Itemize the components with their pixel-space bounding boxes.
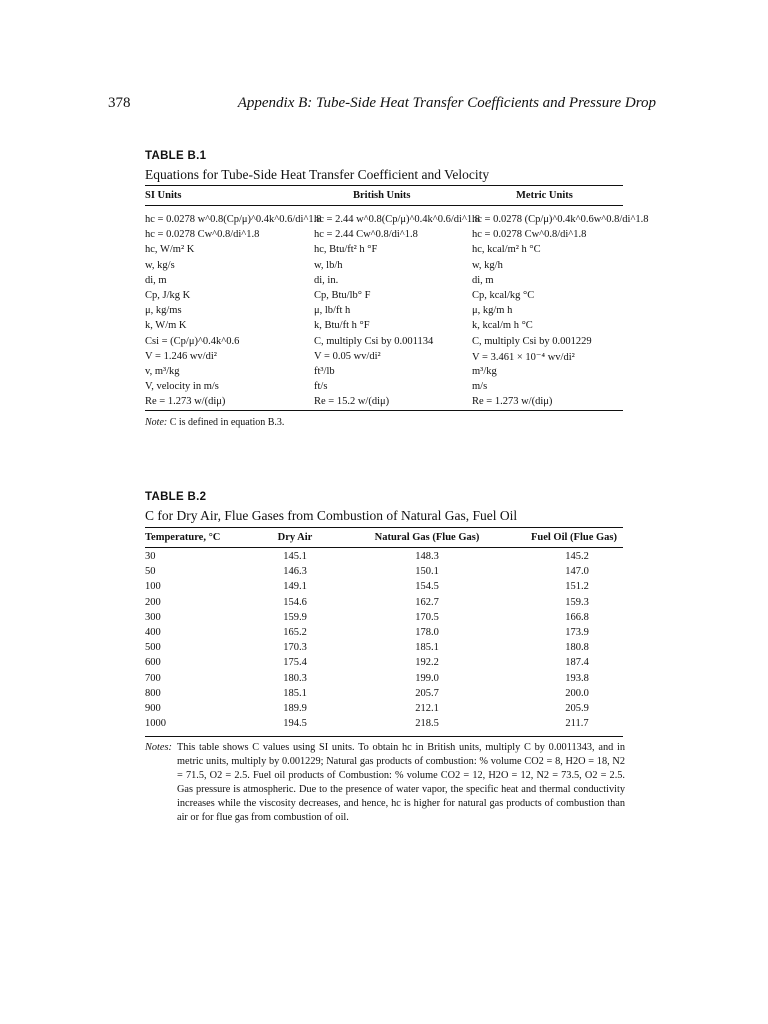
table2-cell-dry-air: 185.1	[283, 687, 307, 699]
table2-row	[145, 597, 623, 612]
table2-header-row	[145, 532, 623, 546]
table1-row	[145, 275, 623, 290]
table2-cell-temperature: 200	[145, 596, 161, 608]
table2-row	[145, 612, 623, 627]
table1-row	[145, 351, 623, 366]
table1-row	[145, 320, 623, 335]
table2-cell-dry-air: 146.3	[283, 566, 307, 578]
table1-row	[145, 366, 623, 381]
table2-bottom-rule	[145, 736, 623, 737]
table1-cell-british: w, lb/h	[314, 259, 343, 271]
table1-cell-british: di, in.	[314, 274, 339, 286]
table2-cell-fuel-oil: 151.2	[565, 581, 589, 593]
table1-caption: Equations for Tube-Side Heat Transfer Coefficient and Velocity	[145, 167, 490, 182]
table2-row	[145, 581, 623, 596]
table2-cell-dry-air: 159.9	[283, 611, 307, 623]
table2-cell-temperature: 700	[145, 672, 161, 684]
table1-header-row	[145, 190, 623, 202]
table2-col-fuel-oil: Fuel Oil (Flue Gas)	[530, 532, 618, 543]
table2-caption: C for Dry Air, Flue Gases from Combustion of Natural Gas, Fuel Oil	[145, 508, 518, 523]
table1-cell-british: hc, Btu/ft² h °F	[314, 244, 378, 256]
table2-cell-temperature: 500	[145, 642, 161, 654]
table1-cell-metric: hc, kcal/m² h °C	[472, 244, 541, 256]
table1-cell-si: hc, W/m² K	[145, 244, 195, 256]
table1-cell-british: hc = 2.44 w^0.8(Cp/μ)^0.4k^0.6/di^1.8	[314, 214, 481, 225]
table1-cell-si: v, m³/kg	[145, 365, 180, 377]
table2-cell-dry-air: 175.4	[283, 657, 307, 669]
table1-row	[145, 229, 623, 244]
table1-cell-si: Csi = (Cp/μ)^0.4k^0.6	[145, 335, 240, 347]
table2-col-temperature: Temperature, °C	[145, 532, 221, 543]
table2-cell-fuel-oil: 200.0	[565, 687, 589, 699]
table2-row	[145, 673, 623, 688]
table1-cell-metric: hc = 0.0278 (Cp/μ)^0.4k^0.6w^0.8/di^1.8	[472, 214, 649, 225]
table2-header-rule	[145, 547, 623, 548]
page-number: 378	[108, 95, 131, 111]
table1-cell-british: μ, lb/ft h	[314, 305, 351, 317]
table1-cell-british: hc = 2.44 Cw^0.8/di^1.8	[314, 229, 418, 241]
table2-cell-natural-gas: 205.7	[415, 687, 439, 699]
table1-cell-si: V, velocity in m/s	[145, 381, 219, 393]
table1-cell-si: hc = 0.0278 w^0.8(Cp/μ)^0.4k^0.6/di^1.8	[145, 214, 322, 225]
table2	[145, 532, 623, 546]
table2-label: TABLE B.2	[145, 491, 207, 503]
table1-cell-british: Re = 15.2 w/(diμ)	[314, 396, 390, 408]
table2-row	[145, 642, 623, 657]
table2-cell-temperature: 100	[145, 581, 161, 593]
table2-cell-temperature: 300	[145, 611, 161, 623]
table1-row	[145, 290, 623, 305]
table2-cell-dry-air: 180.3	[283, 672, 307, 684]
table2-cell-fuel-oil: 187.4	[565, 657, 589, 669]
table2-cell-fuel-oil: 211.7	[565, 718, 589, 730]
table2-row	[145, 566, 623, 581]
table2-cell-natural-gas: 148.3	[415, 551, 439, 562]
table1-row	[145, 381, 623, 396]
table1-cell-british: Cp, Btu/lb° F	[314, 289, 371, 301]
table1-cell-metric: Cp, kcal/kg °C	[472, 289, 535, 301]
table1-cell-si: Re = 1.273 w/(diμ)	[145, 396, 226, 408]
table1-note-label: Note:	[145, 417, 168, 428]
table2-row	[145, 718, 623, 733]
table1-cell-metric: μ, kg/m h	[472, 305, 513, 317]
table1	[145, 190, 649, 411]
table2-cell-temperature: 900	[145, 702, 161, 714]
table2-col-dry-air: Dry Air	[277, 532, 313, 543]
table1-cell-british: V = 0.05 wv/di²	[314, 350, 381, 362]
table1-header-rule	[145, 205, 623, 206]
table2-row	[145, 627, 623, 642]
table2-cell-natural-gas: 192.2	[415, 657, 439, 669]
table1-cell-british: ft³/lb	[314, 365, 335, 377]
table2-row	[145, 657, 623, 672]
table1-cell-metric: hc = 0.0278 Cw^0.8/di^1.8	[472, 229, 587, 241]
table2-cell-natural-gas: 199.0	[415, 672, 439, 684]
table2-col-natural-gas: Natural Gas (Flue Gas)	[374, 532, 480, 543]
table1-row	[145, 214, 649, 229]
table2-cell-dry-air: 170.3	[283, 642, 307, 654]
table1-cell-si: di, m	[145, 274, 167, 286]
table2-cell-dry-air: 165.2	[283, 626, 307, 638]
table1-note-text: C is defined in equation B.3.	[169, 417, 285, 428]
table2-cell-dry-air: 189.9	[283, 702, 307, 714]
table1-cell-metric: V = 3.461 × 10⁻⁴ wv/di²	[472, 351, 575, 363]
page-header	[108, 95, 656, 115]
table2-cell-dry-air: 154.6	[283, 596, 307, 608]
table2-cell-natural-gas: 162.7	[415, 596, 439, 608]
table2-cell-temperature: 1000	[145, 718, 166, 730]
table1-cell-metric: C, multiply Csi by 0.001229	[472, 335, 592, 347]
table2-cell-fuel-oil: 180.8	[565, 642, 589, 654]
table2-cell-natural-gas: 154.5	[415, 581, 439, 593]
table1-cell-si: μ, kg/ms	[145, 305, 182, 317]
table1-body	[145, 214, 649, 411]
table2-cell-natural-gas: 185.1	[415, 642, 439, 654]
table2-cell-dry-air: 149.1	[283, 581, 307, 593]
table2-cell-fuel-oil: 145.2	[565, 551, 589, 562]
table1-bottom-rule	[145, 410, 623, 411]
table1-col-british: British Units	[353, 190, 411, 201]
table1-row	[145, 305, 623, 320]
table2-cell-natural-gas: 218.5	[415, 718, 439, 730]
table1-row	[145, 336, 623, 351]
table1-cell-si: V = 1.246 wv/di²	[145, 350, 217, 362]
table1-row	[145, 260, 623, 275]
table1-label: TABLE B.1	[145, 150, 207, 162]
table2-cell-fuel-oil: 193.8	[565, 672, 589, 684]
table2-cell-natural-gas: 150.1	[415, 566, 439, 578]
table2-notes-text: This table shows C values using SI units. To obtain hc in British units, multiply C by 0.0011343, and in metric units, multiply by 0.001229; Natural gas products of combustion: % volume CO2 = 8, H2O = 18, N2 = 71.5, O2 = 2.5. Fuel oil products of Combustion: % volume CO2 = 12, H2O = 12, N2 = 73.5, O2 = 2.5. Gas pressure is atmospheric. Due to the presence of water vapor, the specific heat and thermal conductivity increases while the viscosity decreases, and hence, hc is higher for natural gas products of combustion than air or for flue gas from combustion of oil.	[177, 742, 625, 824]
table2-body	[145, 551, 623, 733]
table1-cell-metric: w, kg/h	[472, 259, 503, 271]
table1-cell-si: hc = 0.0278 Cw^0.8/di^1.8	[145, 229, 260, 241]
table2-row	[145, 703, 623, 718]
table1-cell-british: C, multiply Csi by 0.001134	[314, 335, 434, 347]
table1-cell-british: k, Btu/ft h °F	[314, 320, 370, 332]
table2-cell-natural-gas: 212.1	[415, 702, 439, 714]
table1-cell-metric: di, m	[472, 274, 494, 286]
table1-cell-si: k, W/m K	[145, 320, 187, 332]
table2-cell-dry-air: 145.1	[283, 551, 307, 562]
table1-col-si: SI Units	[145, 190, 182, 201]
table2-cell-temperature: 30	[145, 551, 156, 562]
table1-cell-metric: m³/kg	[472, 365, 497, 377]
table2-cell-fuel-oil: 166.8	[565, 611, 589, 623]
table1-cell-metric: Re = 1.273 w/(diμ)	[472, 396, 553, 408]
running-title: Appendix B: Tube-Side Heat Transfer Coefficients and Pressure Drop	[237, 95, 656, 111]
table2-cell-natural-gas: 178.0	[415, 626, 439, 638]
table1-top-rule	[145, 185, 623, 186]
table2-cell-temperature: 600	[145, 657, 161, 669]
table1-note	[145, 417, 284, 428]
table2-cell-dry-air: 194.5	[283, 718, 307, 730]
table2-cell-fuel-oil: 159.3	[565, 596, 589, 608]
table2-row	[145, 551, 623, 566]
table2-cell-fuel-oil: 173.9	[565, 626, 589, 638]
table2-cell-temperature: 50	[145, 566, 156, 578]
table1-cell-metric: m/s	[472, 381, 488, 393]
table2-cell-temperature: 800	[145, 687, 161, 699]
table1-row	[145, 244, 623, 259]
table2-notes-label: Notes:	[145, 742, 172, 753]
table2-cell-temperature: 400	[145, 626, 161, 638]
table1-cell-metric: k, kcal/m h °C	[472, 320, 533, 332]
table2-cell-natural-gas: 170.5	[415, 611, 439, 623]
table2-row	[145, 688, 623, 703]
table1-col-metric: Metric Units	[516, 190, 573, 201]
table2-top-rule	[145, 527, 623, 528]
table1-cell-si: w, kg/s	[145, 259, 175, 271]
table1-cell-british: ft/s	[314, 381, 328, 393]
table1-cell-si: Cp, J/kg K	[145, 289, 191, 301]
table2-cell-fuel-oil: 205.9	[565, 702, 589, 714]
table2-cell-fuel-oil: 147.0	[565, 566, 589, 578]
